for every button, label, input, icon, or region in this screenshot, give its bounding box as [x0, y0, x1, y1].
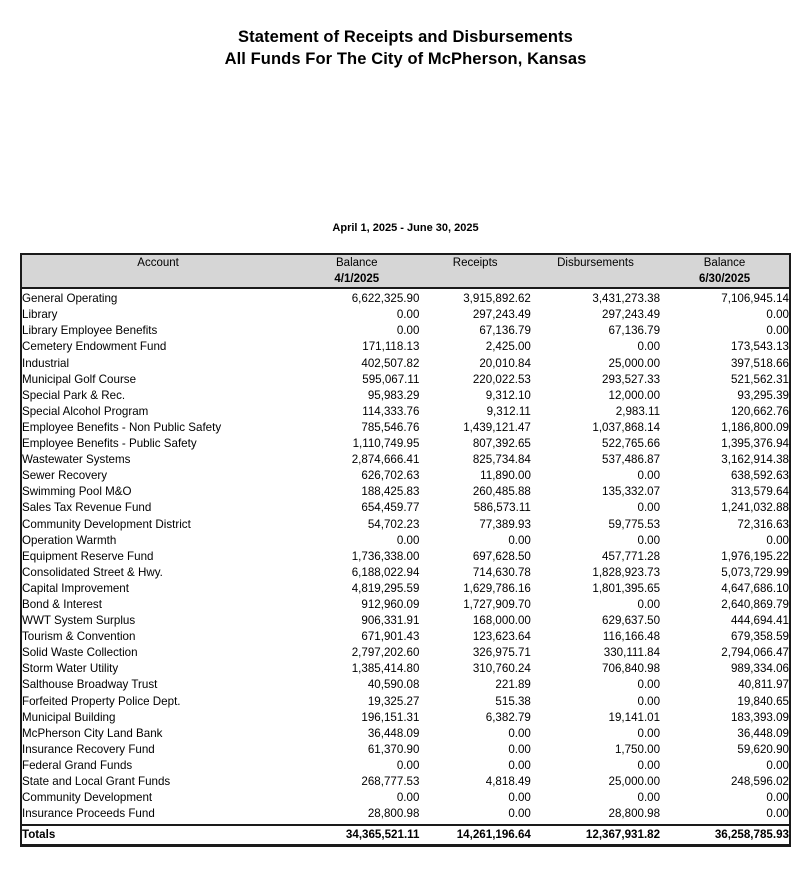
account-name: Bond & Interest — [22, 597, 102, 611]
disbursements-value: 293,527.33 — [602, 372, 661, 386]
balance-end-value: 2,640,869.79 — [721, 597, 789, 611]
balance-end-value: 0.00 — [766, 308, 789, 322]
table-row — [22, 307, 789, 323]
table-row — [22, 758, 789, 774]
balance-end-value: 1,976,195.22 — [721, 549, 789, 563]
receipts-value: 697,628.50 — [472, 549, 531, 563]
disbursements-value: 0.00 — [637, 533, 661, 547]
disbursements-value: 0.00 — [637, 694, 661, 708]
balance-end-value: 444,694.41 — [730, 614, 789, 628]
balance-begin-value: 36,448.09 — [367, 726, 420, 740]
balance-end-value: 36,448.09 — [737, 726, 789, 740]
disbursements-value: 116,166.48 — [602, 630, 661, 644]
balance-end-value: 173,543.13 — [730, 340, 789, 354]
account-name: General Operating — [22, 292, 118, 306]
totals-row — [22, 825, 789, 844]
table-row — [22, 597, 789, 613]
column-header-account-label: Account — [137, 257, 179, 269]
table-row — [22, 661, 789, 677]
account-name: Insurance Proceeds Fund — [22, 807, 155, 821]
disbursements-value: 0.00 — [637, 597, 661, 611]
table-row — [22, 726, 789, 742]
account-name: Storm Water Utility — [22, 662, 119, 676]
table-row — [22, 790, 789, 806]
table-row — [22, 613, 789, 629]
receipts-value: 310,760.24 — [472, 662, 531, 676]
balance-begin-value: 19,325.27 — [367, 694, 420, 708]
table-row — [22, 533, 789, 549]
disbursements-value: 629,637.50 — [602, 614, 661, 628]
balance-end-value: 0.00 — [766, 791, 789, 805]
balance-end-value: 0.00 — [766, 324, 789, 338]
table-row — [22, 356, 789, 372]
balance-end-value: 0.00 — [766, 807, 789, 821]
receipts-value: 586,573.11 — [473, 501, 531, 515]
balance-begin-value: 0.00 — [396, 791, 420, 805]
totals-label: Totals — [22, 825, 294, 844]
receipts-value: 3,915,892.62 — [463, 292, 531, 306]
balance-end-value: 1,395,376.94 — [721, 437, 789, 451]
receipts-value: 168,000.00 — [472, 614, 531, 628]
account-name: McPherson City Land Bank — [22, 726, 163, 740]
totals-balance-end-value: 36,258,785.93 — [660, 825, 789, 844]
receipts-value: 326,975.71 — [472, 646, 531, 660]
disbursements-value: 2,983.11 — [615, 404, 661, 418]
account-name: Industrial — [22, 356, 70, 370]
balance-begin-value: 61,370.90 — [367, 742, 420, 756]
balance-end-value: 0.00 — [766, 758, 789, 772]
disbursements-value: 1,750.00 — [614, 742, 661, 756]
table-row — [22, 339, 789, 355]
disbursements-value: 297,243.49 — [602, 308, 661, 322]
table-row — [22, 388, 789, 404]
table-row — [22, 468, 789, 484]
column-header-balance-begin — [294, 255, 419, 288]
account-name: Equipment Reserve Fund — [22, 549, 154, 563]
column-header-account — [22, 255, 294, 288]
account-name: Special Park & Rec. — [22, 388, 126, 402]
account-name: Special Alcohol Program — [22, 404, 149, 418]
statement-table-container — [20, 253, 791, 847]
table-row — [22, 806, 789, 822]
balance-begin-value: 171,118.13 — [362, 340, 420, 354]
balance-end-value: 397,518.66 — [730, 356, 789, 370]
balance-begin-value: 40,590.08 — [367, 678, 420, 692]
table-row — [22, 774, 789, 790]
column-header-disbursements-label: Disbursements — [557, 257, 634, 269]
disbursements-value: 28,800.98 — [608, 807, 661, 821]
receipts-value: 220,022.53 — [472, 372, 531, 386]
disbursements-value: 0.00 — [637, 340, 661, 354]
account-name: Capital Improvement — [22, 581, 129, 595]
receipts-value: 11,890.00 — [480, 469, 531, 483]
receipts-value: 515.38 — [495, 694, 531, 708]
account-name: Sewer Recovery — [22, 469, 108, 483]
receipts-value: 77,389.93 — [479, 517, 531, 531]
balance-end-value: 93,295.39 — [737, 388, 789, 402]
balance-begin-value: 0.00 — [396, 308, 420, 322]
document-title — [0, 0, 811, 70]
balance-begin-value: 54,702.23 — [367, 517, 420, 531]
disbursements-value: 0.00 — [637, 791, 661, 805]
balance-begin-value: 0.00 — [396, 324, 420, 338]
balance-begin-value: 626,702.63 — [361, 469, 420, 483]
balance-begin-value: 28,800.98 — [367, 807, 420, 821]
account-name: Municipal Golf Course — [22, 372, 137, 386]
balance-end-value: 4,647,686.10 — [721, 581, 789, 595]
disbursements-value: 0.00 — [637, 469, 661, 483]
totals-disbursements-value: 12,367,931.82 — [531, 825, 660, 844]
balance-begin-value: 188,425.83 — [361, 485, 420, 499]
table-row — [22, 677, 789, 693]
balance-end-value: 2,794,066.47 — [721, 646, 789, 660]
receipts-value: 0.00 — [508, 726, 531, 740]
balance-end-value: 5,073,729.99 — [721, 565, 789, 579]
balance-begin-value: 6,188,022.94 — [351, 565, 420, 579]
balance-end-value: 1,186,800.09 — [721, 420, 789, 434]
balance-end-value: 1,241,032.88 — [721, 501, 789, 515]
disbursements-value: 25,000.00 — [608, 775, 661, 788]
disbursements-value: 12,000.00 — [608, 388, 661, 402]
balance-begin-value: 6,622,325.90 — [351, 292, 420, 306]
disbursements-value: 1,801,395.65 — [592, 581, 661, 595]
balance-begin-value: 114,333.76 — [362, 404, 420, 418]
balance-end-value: 3,162,914.38 — [721, 453, 789, 467]
account-name: Employee Benefits - Non Public Safety — [22, 420, 222, 434]
disbursements-value: 0.00 — [637, 726, 661, 740]
title-line-primary: Statement of Receipts and Disbursements — [238, 28, 573, 46]
receipts-value: 297,243.49 — [472, 308, 531, 322]
totals-balance-begin-value: 34,365,521.11 — [294, 825, 419, 844]
disbursements-value: 1,037,868.14 — [592, 420, 661, 434]
account-name: Community Development District — [22, 517, 191, 531]
balance-end-value: 183,393.09 — [730, 710, 789, 724]
account-name: Solid Waste Collection — [22, 646, 138, 660]
balance-end-value: 7,106,945.14 — [721, 292, 789, 306]
table-row — [22, 549, 789, 565]
account-name: Municipal Building — [22, 710, 116, 724]
column-header-receipts — [419, 255, 530, 288]
receipts-value: 1,727,909.70 — [463, 597, 531, 611]
column-header-balance-end-date: 6/30/2025 — [698, 273, 751, 286]
disbursements-value: 330,111.84 — [603, 646, 661, 660]
disbursements-value: 19,141.01 — [608, 710, 661, 724]
balance-end-value: 638,592.63 — [730, 469, 789, 483]
receipts-value: 67,136.79 — [479, 324, 531, 338]
column-header-receipts-label: Receipts — [452, 257, 498, 269]
account-name: Tourism & Convention — [22, 630, 136, 644]
table-row — [22, 517, 789, 533]
receipts-value: 20,010.84 — [479, 356, 531, 370]
table-row — [22, 500, 789, 516]
column-header-balance-end-label: Balance — [703, 257, 746, 269]
balance-begin-value: 196,151.31 — [361, 710, 420, 724]
reporting-period: April 1, 2025 - June 30, 2025 — [332, 222, 479, 234]
receipts-value: 807,392.65 — [472, 437, 531, 451]
statement-table — [22, 255, 789, 844]
disbursements-value: 0.00 — [637, 678, 661, 692]
column-header-balance-begin-label: Balance — [336, 257, 378, 269]
balance-begin-value: 654,459.77 — [361, 501, 420, 515]
receipts-value: 4,818.49 — [485, 775, 531, 788]
account-name: WWT System Surplus — [22, 614, 136, 628]
balance-end-value: 313,579.64 — [730, 485, 789, 499]
balance-begin-value: 0.00 — [396, 758, 420, 772]
table-row — [22, 323, 789, 339]
receipts-value: 9,312.10 — [485, 388, 531, 402]
disbursements-value: 706,840.98 — [602, 662, 661, 676]
disbursements-value: 537,486.87 — [602, 453, 661, 467]
balance-begin-value: 1,110,749.95 — [352, 437, 420, 451]
balance-end-value: 120,662.76 — [730, 404, 789, 418]
balance-end-value: 40,811.97 — [738, 678, 789, 692]
table-row — [22, 372, 789, 388]
balance-end-value: 521,562.31 — [730, 372, 789, 386]
table-row — [22, 710, 789, 726]
disbursements-value: 25,000.00 — [608, 356, 661, 370]
account-name: Cemetery Endowment Fund — [22, 340, 167, 354]
disbursements-value: 0.00 — [637, 758, 661, 772]
balance-begin-value: 1,736,338.00 — [351, 549, 420, 563]
column-header-disbursements — [531, 255, 660, 288]
disbursements-value: 0.00 — [637, 501, 661, 515]
balance-begin-value: 95,983.29 — [367, 388, 420, 402]
balance-end-value: 679,358.59 — [730, 630, 789, 644]
receipts-value: 9,312.11 — [486, 404, 531, 418]
balance-begin-value: 2,874,666.41 — [351, 453, 420, 467]
account-name: Employee Benefits - Public Safety — [22, 437, 197, 451]
receipts-value: 714,630.78 — [472, 565, 531, 579]
balance-begin-value: 2,797,202.60 — [351, 646, 420, 660]
balance-begin-value: 268,777.53 — [361, 775, 420, 788]
balance-end-value: 72,316.63 — [737, 517, 789, 531]
disbursements-value: 457,771.28 — [602, 549, 661, 563]
balance-end-value: 19,840.65 — [737, 694, 789, 708]
balance-end-value: 59,620.90 — [737, 742, 789, 756]
receipts-value: 0.00 — [508, 791, 531, 805]
balance-begin-value: 906,331.91 — [361, 614, 420, 628]
table-row — [22, 420, 789, 436]
balance-begin-value: 785,546.76 — [361, 420, 420, 434]
table-row — [22, 452, 789, 468]
account-name: Forfeited Property Police Dept. — [22, 694, 181, 708]
account-name: State and Local Grant Funds — [22, 775, 171, 788]
receipts-value: 0.00 — [508, 758, 531, 772]
receipts-value: 123,623.64 — [472, 630, 531, 644]
account-name: Salthouse Broadway Trust — [22, 678, 158, 692]
balance-begin-value: 595,067.11 — [362, 372, 420, 386]
table-body — [22, 288, 789, 844]
receipts-value: 0.00 — [508, 742, 531, 756]
disbursements-value: 1,828,923.73 — [592, 565, 661, 579]
table-row — [22, 436, 789, 452]
receipts-value: 260,485.88 — [472, 485, 531, 499]
table-row — [22, 629, 789, 645]
account-name: Consolidated Street & Hwy. — [22, 565, 163, 579]
receipts-value: 1,629,786.16 — [463, 581, 531, 595]
receipts-value: 0.00 — [508, 533, 531, 547]
account-name: Swimming Pool M&O — [22, 485, 132, 499]
balance-begin-value: 671,901.43 — [361, 630, 420, 644]
account-name: Federal Grand Funds — [22, 758, 133, 772]
balance-end-value: 989,334.06 — [730, 662, 789, 676]
table-row — [22, 645, 789, 661]
balance-end-value: 0.00 — [766, 533, 789, 547]
receipts-value: 2,425.00 — [485, 340, 531, 354]
balance-begin-value: 912,960.09 — [361, 597, 420, 611]
table-header-row — [22, 255, 789, 288]
table-row — [22, 565, 789, 581]
account-name: Community Development — [22, 791, 153, 805]
totals-receipts-value: 14,261,196.64 — [419, 825, 530, 844]
balance-begin-value: 1,385,414.80 — [351, 662, 420, 676]
account-name: Insurance Recovery Fund — [22, 742, 155, 756]
column-header-balance-begin-date: 4/1/2025 — [334, 273, 380, 286]
table-header — [22, 255, 789, 288]
table-row — [22, 742, 789, 758]
receipts-value: 825,734.84 — [472, 453, 531, 467]
receipts-value: 221.89 — [495, 678, 531, 692]
title-line-secondary: All Funds For The City of McPherson, Kansas — [224, 50, 587, 68]
account-name: Wastewater Systems — [22, 453, 131, 467]
table-row — [22, 288, 789, 307]
disbursements-value: 67,136.79 — [608, 324, 661, 338]
account-name: Sales Tax Revenue Fund — [22, 501, 152, 515]
balance-begin-value: 0.00 — [396, 533, 420, 547]
receipts-value: 0.00 — [508, 807, 531, 821]
table-row — [22, 581, 789, 597]
table-row — [22, 694, 789, 710]
balance-begin-value: 402,507.82 — [361, 356, 420, 370]
disbursements-value: 3,431,273.38 — [592, 292, 661, 306]
table-row — [22, 484, 789, 500]
column-header-balance-end — [660, 255, 789, 288]
balance-begin-value: 4,819,295.59 — [351, 581, 420, 595]
receipts-value: 6,382.79 — [485, 710, 531, 724]
receipts-value: 1,439,121.47 — [463, 420, 531, 434]
account-name: Library Employee Benefits — [22, 324, 158, 338]
disbursements-value: 59,775.53 — [608, 517, 661, 531]
disbursements-value: 522,765.66 — [602, 437, 661, 451]
account-name: Library — [22, 308, 58, 322]
balance-end-value: 248,596.02 — [730, 775, 789, 788]
disbursements-value: 135,332.07 — [602, 485, 661, 499]
account-name: Operation Warmth — [22, 533, 117, 547]
table-row — [22, 404, 789, 420]
